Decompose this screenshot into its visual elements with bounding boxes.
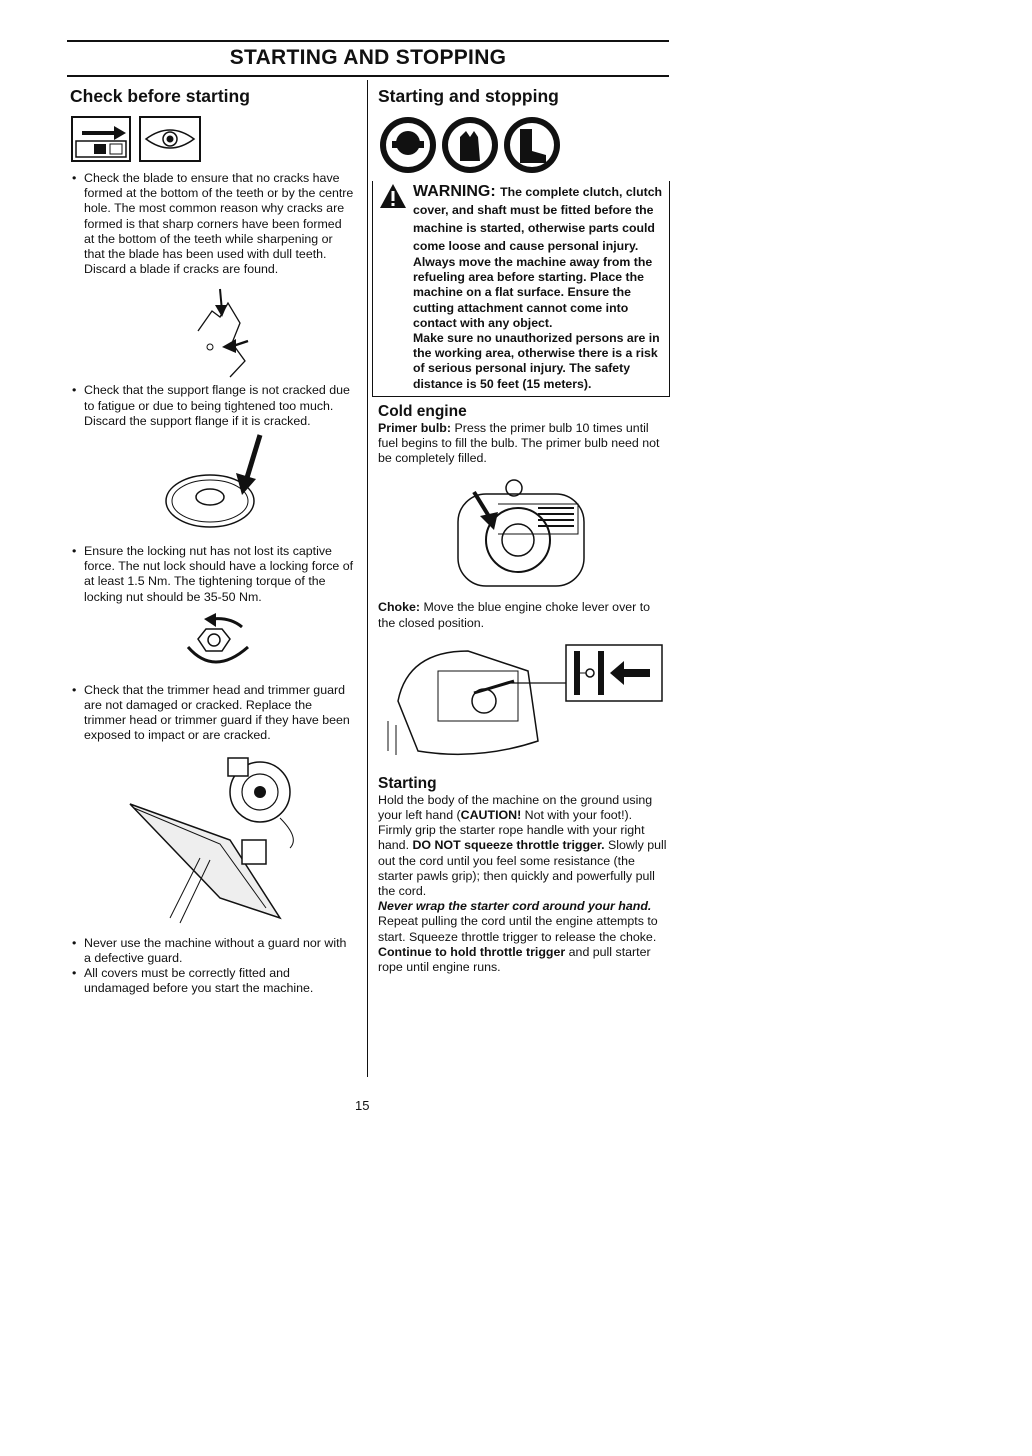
starting-text-3: Firmly grip the starter rope handle with your right hand. — [378, 823, 645, 853]
page-title: STARTING AND STOPPING — [229, 46, 507, 69]
blade-crack-illustration — [70, 281, 355, 383]
primer-bulb-label: Primer bulb: — [378, 420, 451, 435]
starting-text-6: Repeat pulling the cord until the engine attempts to start. Squeeze throttle trigger to release the choke. — [378, 914, 658, 944]
title-rule — [67, 75, 669, 77]
primer-bulb-paragraph — [378, 421, 670, 467]
top-rule — [67, 40, 669, 42]
engine-primer-illustration — [378, 474, 670, 594]
locking-nut-illustration — [70, 611, 355, 671]
warning-text-3: Make sure no unauthorized persons are in the working area, otherwise there is a risk of serious personal injury. The safety distance is 50 feet (15 meters). — [413, 331, 660, 391]
trimmer-head-guard-illustration — [70, 748, 355, 928]
list-item: • Check that the trimmer head and trimmer guard are not damaged or cracked. Replace the trimmer head or trimmer guard if they have been exposed to impact or are cracked. — [70, 683, 355, 744]
starting-text-2: Not with your foot!). — [521, 808, 633, 823]
page-number: 15 — [355, 1098, 370, 1113]
choke-label: Choke: — [378, 600, 420, 615]
starting-heading: Starting — [378, 774, 437, 792]
list-item: • Ensure the locking nut has not lost its captive force. The nut lock should have a locking force of at least 1.5 Nm. The tightening torque of the locking nut should be 35-50 Nm. — [70, 544, 355, 605]
starter-cord-warning: Never wrap the starter cord around your hand. — [378, 899, 652, 914]
list-item: • Never use the machine without a guard nor with a defective guard. — [70, 936, 355, 966]
list-item: • All covers must be correctly fitted and undamaged before you start the machine. — [70, 966, 355, 996]
primer-bulb-text: Press the primer bulb 10 times until fuel begins to fill the bulb. The primer bulb need not be completely filled. — [378, 420, 660, 466]
starting-text-1: Hold the body of the machine on the ground using your left hand ( — [378, 792, 653, 823]
right-column — [378, 80, 670, 975]
choke-paragraph — [378, 600, 670, 630]
list-item: • Check that the support flange is not cracked due to fatigue or due to being tightened too much. Discard the support flange if it is cracked. — [70, 383, 355, 429]
boots-icon — [504, 117, 560, 173]
choke-lever-illustration — [378, 641, 670, 765]
left-column — [70, 80, 355, 996]
warning-lead-text: The complete clutch, clutch cover, and shaft must be fitted before the machine is started, otherwise parts could come loose and cause personal injury. — [413, 185, 663, 253]
manual-eye-icons — [70, 113, 355, 163]
check-before-starting-heading: Check before starting — [70, 86, 250, 106]
warning-text-2: Always move the machine away from the refueling area before starting. Place the machine on a flat surface. Ensure the cutting attachment cannot come into contact with any object. — [413, 255, 653, 330]
starting-and-stopping-heading: Starting and stopping — [378, 86, 559, 106]
starting-paragraph-1 — [378, 793, 670, 823]
starting-paragraph-3 — [378, 914, 670, 975]
warning-box — [372, 181, 670, 397]
support-flange-illustration — [70, 433, 355, 538]
starting-paragraph-2 — [378, 823, 670, 899]
hearing-eye-protection-icon — [380, 117, 436, 173]
read-manual-icon — [70, 113, 210, 163]
warning-triangle-icon — [379, 183, 407, 209]
caution-label: CAUTION! — [460, 808, 522, 823]
list-item: • Check the blade to ensure that no cracks have formed at the bottom of the teeth or by the centre hole. The most common reason why cracks are formed is that sharp corners have been formed at the bottom of the teeth while sharpening or that the blade has been used with dull teeth. Discard a blade if cracks are found. — [70, 171, 355, 277]
starting-text-7: and pull starter rope until engine runs. — [378, 944, 651, 975]
choke-text: Move the blue engine choke lever over to the closed position. — [378, 600, 651, 630]
ppe-icons — [378, 113, 670, 177]
gloves-icon — [442, 117, 498, 173]
cold-engine-heading: Cold engine — [378, 402, 467, 420]
no-throttle-warning: DO NOT squeeze throttle trigger. — [412, 838, 605, 853]
starting-text-4: Slowly pull out the cord until you feel some resistance (the starter pawls grip); then quickly and powerfully pull the cord. — [378, 838, 667, 899]
hold-throttle-note: Continue to hold throttle trigger — [378, 944, 566, 959]
column-divider — [367, 80, 368, 1077]
warning-label: WARNING: — [413, 183, 496, 200]
